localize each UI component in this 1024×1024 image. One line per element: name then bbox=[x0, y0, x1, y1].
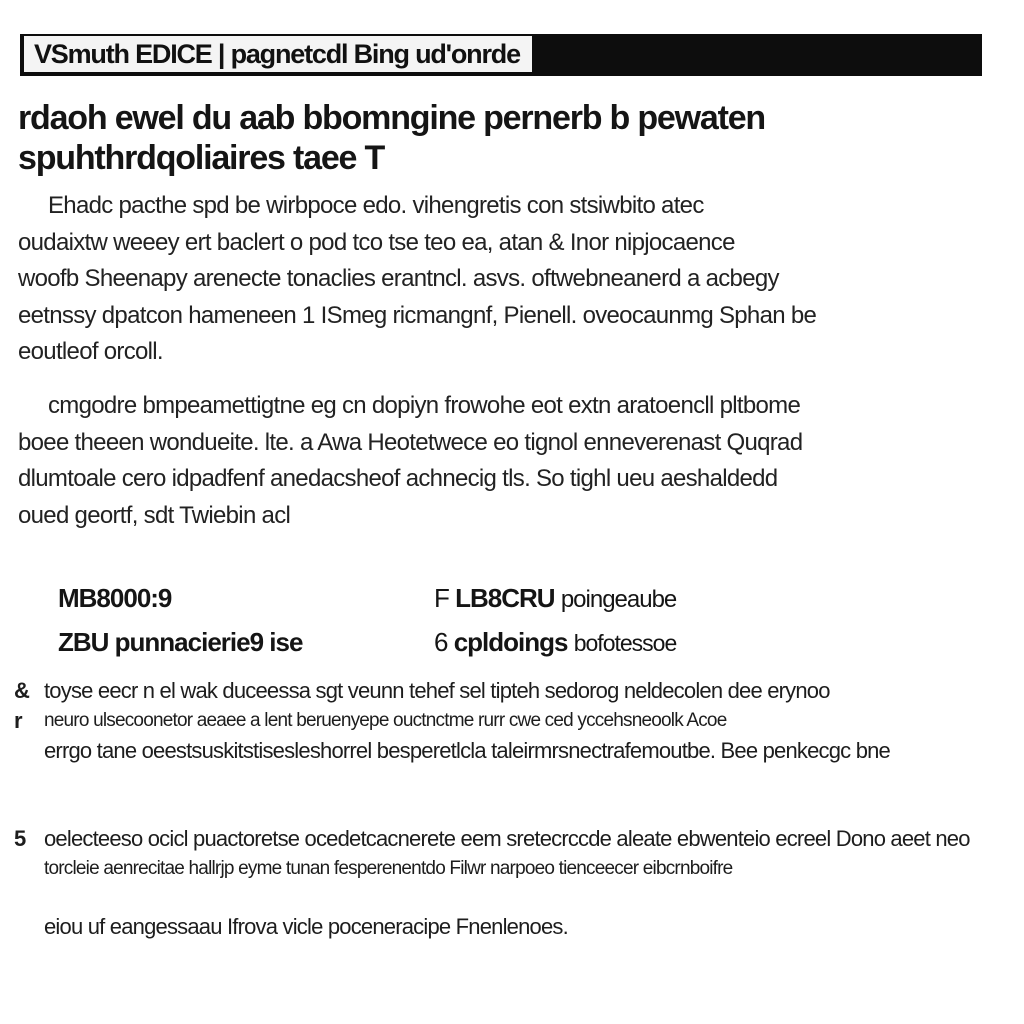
bullet-row bbox=[14, 736, 1014, 766]
paragraph-line: dlumtoale cero idpadfenf anedacsheof achnecig tls. So tighl ueu aeshaldedd bbox=[18, 465, 778, 492]
bullet-line: oelecteeso ocicl puactoretse ocedetcacnerete eem sretecrccde aleate ebwenteio ecreel Dono aeet neo bbox=[44, 826, 970, 851]
spec-prefix: F bbox=[434, 583, 449, 613]
bullet-row bbox=[14, 854, 1014, 884]
bullet-row bbox=[14, 706, 1014, 736]
body-paragraph bbox=[18, 388, 1008, 534]
paragraph-line: oued geortf, sdt Twiebin acl bbox=[18, 501, 291, 529]
bullet-line: neuro ulsecoonetor aeaee a lent beruenyepe ouctnctme rurr cwe ced yccehsneoolk Acoe bbox=[44, 710, 727, 731]
paragraph-line: boee theeen wondueite. lte. a Awa Heotetwece eo tignol enneverenast Quqrad bbox=[18, 428, 803, 456]
paragraph-line: eoutleof orcoll. bbox=[18, 338, 163, 365]
spec-code: LB8CRU bbox=[455, 583, 555, 613]
headline bbox=[18, 98, 978, 178]
spec-suffix: poingeaube bbox=[560, 586, 677, 613]
bullet-line: toyse eecr n el wak duceessa sgt veunn tehef sel tipteh sedorog neldecolen dee erynoo bbox=[44, 678, 830, 703]
headline-line-2: spuhthrdqoliaires taee T bbox=[18, 139, 385, 177]
spec-prefix: 6 bbox=[434, 627, 448, 657]
paragraph-line: woofb Sheenapy arenecte tonaclies erantncl. asvs. oftwebneanerd a acbegy bbox=[18, 265, 779, 292]
bullet-line: errgo tane oeestsuskitstisesleshorrel besperetlcla taleirmrsnectrafemoutbe. Bee penkecgc bne bbox=[44, 738, 890, 763]
spec-row bbox=[58, 620, 958, 664]
spec-left-value: ZBU punnacierie9 ise bbox=[58, 627, 303, 657]
bullet-marker: 5 bbox=[14, 826, 26, 851]
intro-paragraph bbox=[18, 188, 1008, 371]
bullet-list-item bbox=[14, 824, 1014, 884]
paragraph-line: eetnssy dpatcon hameneen 1 ISmeg ricmangnf, Pienell. oveocaunmg Sphan be bbox=[18, 301, 817, 329]
paragraph-line: oudaixtw weeey ert baclert o pod tco tse teo ea, atan & Inor nipjocaence bbox=[18, 228, 735, 256]
bullet-row bbox=[14, 824, 1014, 854]
spec-row bbox=[58, 576, 958, 620]
spec-code: cpldoings bbox=[453, 627, 568, 657]
spec-suffix: bofotessoe bbox=[573, 630, 677, 656]
paragraph-line: cmgodre bmpeamettigtne eg cn dopiyn frowohe eot extn aratoencll pltbome bbox=[48, 392, 801, 419]
footer-line: eiou uf eangessaau Ifrova vicle poceneracipe Fnenlenoes. bbox=[44, 914, 568, 939]
spec-right-value bbox=[434, 620, 676, 665]
header-bar-label: VSmuth EDICE | pagnetcdl Bing ud'onrde bbox=[24, 36, 532, 72]
bullet-line: torcleie aenrecitae hallrjp eyme tunan fesperenentdo Filwr narpoeo tienceecer eibcrnboifre bbox=[44, 858, 733, 879]
bullet-row bbox=[14, 676, 1014, 706]
headline-line-1: rdaoh ewel du aab bbomngine pernerb b pewaten bbox=[18, 99, 765, 137]
bullet-marker: & bbox=[14, 678, 30, 703]
spec-right-value bbox=[434, 576, 676, 622]
bullet-sub-marker: r bbox=[14, 708, 22, 733]
bullet-list-item bbox=[14, 676, 1014, 766]
paragraph-line: Ehadc pacthe spd be wirbpoce edo. vihengretis con stsiwbito atec bbox=[48, 192, 704, 219]
header-bar bbox=[20, 34, 982, 76]
spec-left-value: MB8000:9 bbox=[58, 583, 172, 613]
spec-block bbox=[58, 576, 958, 664]
